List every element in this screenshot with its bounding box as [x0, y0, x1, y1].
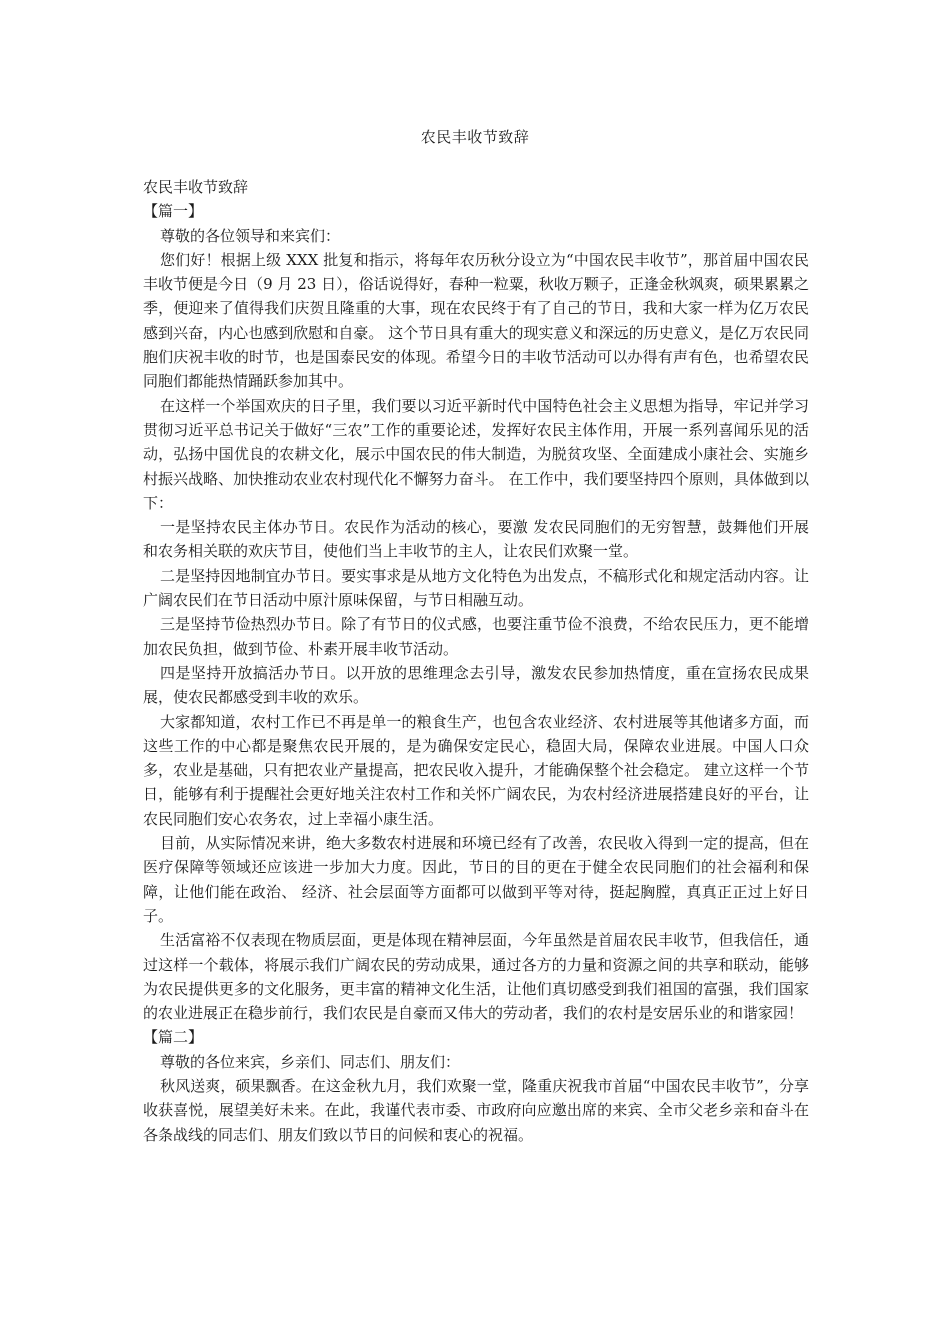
- paragraph: 四是坚持开放搞活办节日。以开放的思维理念去引导，激发农民参加热情度，重在宣扬农民成果展，使农民都感受到丰收的欢乐。: [143, 663, 809, 707]
- section-heading-part1: 【篇一】: [143, 202, 204, 221]
- document-body: [143, 175, 809, 1147]
- document-subtitle: 农民丰收节致辞: [143, 178, 249, 196]
- paragraph: 一是坚持农民主体办节日。农民作为活动的核心，要激 发农民同胞们的无穷智慧，鼓舞他们开展和农务相关联的欢庆节目，使他们当上丰收节的主人，让农民们欢聚一堂。: [143, 518, 809, 561]
- document-title: 农民丰收节致辞: [420, 128, 530, 146]
- salutation-part2: 尊敬的各位来宾，乡亲们、同志们、朋友们：: [160, 1052, 461, 1071]
- salutation-part1: 尊敬的各位领导和来宾们：: [160, 226, 341, 245]
- paragraph: 生活富裕不仅表现在物质层面，更是体现在精神层面，今年虽然是首届农民丰收节，但我信任，通过这样一个载体，将展示我们广阔农民的劳动成果，通过各方的力量和资源之间的共享和联动，能够为农民提供更多的文化服务，更丰富的精神文化生活，让他们真切感受到我们祖国的富强，我们国家的农业进展正在稳步前行，我们农民是自豪而又伟大的劳动者，我们的农村是安居乐业的和谐家园！: [143, 931, 809, 1023]
- paragraph: 秋风送爽，硕果飘香。在这金秋九月，我们欢聚一堂，隆重庆祝我市首届“中国农民丰收节”，分享收获喜悦，展望美好未来。在此，我谨代表市委、市政府向应邀出席的来宾、全市父老乡亲和奋斗在各条战线的同志们、朋友们致以节日的问候和衷心的祝福。: [143, 1076, 809, 1144]
- paragraph: 目前，从实际情况来讲，绝大多数农村进展和环境已经有了改善，农民收入得到一定的提高，但在医疗保障等领域还应该进一步加大力度。因此，节日的目的更在于健全农民同胞们的社会福利和保障，让他们能在政治、 经济、社会层面等方面都可以做到平等对待，挺起胸膛，真真正正过上好日子。: [143, 834, 809, 925]
- paragraph: 大家都知道，农村工作已不再是单一的粮食生产，也包含农业经济、农村进展等其他诸多方面，而这些工作的中心都是聚焦农民开展的，是为确保安定民心，稳固大局，保障农业进展。中国人口众多，农业是基础，只有把农业产量提高，把农民收入提升，才能确保整个社会稳定。 建立这样一个节日，能够有利于提醒社会更好地关注农村工作和关怀广阔农民，为农村经济进展搭建良好的平台，让农民同胞们安心农务农，过上幸福小康生活。: [143, 712, 809, 828]
- section-heading-part2: 【篇二】: [143, 1028, 204, 1047]
- paragraph: 三是坚持节俭热烈办节日。除了有节日的仪式感，也要注重节俭不浪费，不给农民压力，更不能增加农民负担，做到节俭、朴素开展丰收节活动。: [143, 615, 809, 658]
- paragraph: 您们好！根据上级 XXX 批复和指示，将每年农历秋分设立为“中国农民丰收节”，那首届中国农民丰收节便是今日（9 月 23 日），俗话说得好，春种一粒粟，秋收万颗子，正逢金秋飒爽，硕果累累之季，便迎来了值得我们庆贺且隆重的大事，现在农民终于有了自己的节日，我和大家一样为亿万农民感到兴奋，内心也感到欣慰和自豪。 这个节日具有重大的现实意义和深远的历史意义，是亿万农民同胞们庆祝丰收的时节，也是国泰民安的体现。希望今日的丰收节活动可以办得有声有色，也希望农民同胞们都能热情踊跃参加其中。: [143, 250, 809, 391]
- paragraph: 在这样一个举国欢庆的日子里，我们要以习近平新时代中国特色社会主义思想为指导，牢记并学习贯彻习近平总书记关于做好“三农”工作的重要论述，发挥好农民主体作用，开展一系列喜闻乐见的活动，弘扬中国优良的农耕文化，展示中国农民的伟大制造，为脱贫攻坚、全面建成小康社会、实施乡村振兴战略、加快推动农业农村现代化不懈努力奋斗。 在工作中，我们要坚持四个原则，具体做到以下：: [143, 396, 809, 512]
- paragraph: 二是坚持因地制宜办节日。要实事求是从地方文化特色为出发点，不稿形式化和规定活动内容。让广阔农民们在节日活动中原汁原味保留，与节日相融互动。: [143, 566, 809, 610]
